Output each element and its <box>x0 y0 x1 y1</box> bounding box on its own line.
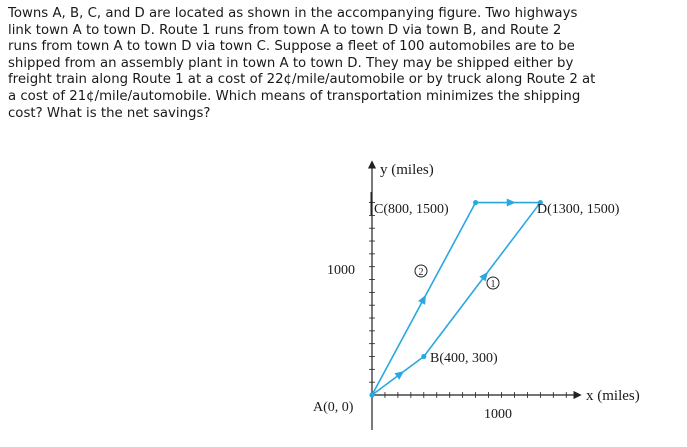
route-2-arrow-cd <box>507 199 516 207</box>
problem-line: Towns A, B, C, and D are located as shown in the accompanying figure. Two highways <box>8 6 578 21</box>
point-a-dot <box>369 392 374 397</box>
routes <box>369 199 543 398</box>
point-label-b: B(400, 300) <box>430 351 498 366</box>
problem-line: runs from town A to town D via town C. Suppose a fleet of 100 automobiles are to be <box>8 39 575 55</box>
route-1-marker: 1 <box>490 279 496 290</box>
route-1-arrow-ab <box>395 371 405 380</box>
x-tick-label: 1000 <box>484 407 512 422</box>
problem-line: cost? What is the net savings? <box>8 105 211 121</box>
point-b-dot <box>421 354 426 359</box>
route-1-arrow-bd <box>479 272 488 282</box>
point-c-dot <box>473 200 478 205</box>
x-axis-label: x (miles) <box>586 388 640 404</box>
y-axis-label: y (miles) <box>380 162 434 178</box>
route-2-marker: 2 <box>418 267 424 278</box>
problem-line: a cost of 21¢/mile/automobile. Which means of transportation minimizes the shipping <box>8 88 581 104</box>
route-1-segment-bd <box>424 203 541 357</box>
point-label-a: A(0, 0) <box>313 400 354 415</box>
problem-line: link town A to town D. Route 1 runs from town A to town D via town B, and Route 2 <box>8 22 562 38</box>
point-label-c: C(800, 1500) <box>374 202 449 217</box>
problem-line: shipped from an assembly plant in town A to town D. They may be shipped either by <box>8 55 574 71</box>
y-tick-label: 1000 <box>327 263 355 278</box>
problem-line: freight train along Route 1 at a cost of 22¢/mile/automobile or by truck along Route 2 at <box>8 72 596 88</box>
point-label-d: D(1300, 1500) <box>537 202 620 217</box>
